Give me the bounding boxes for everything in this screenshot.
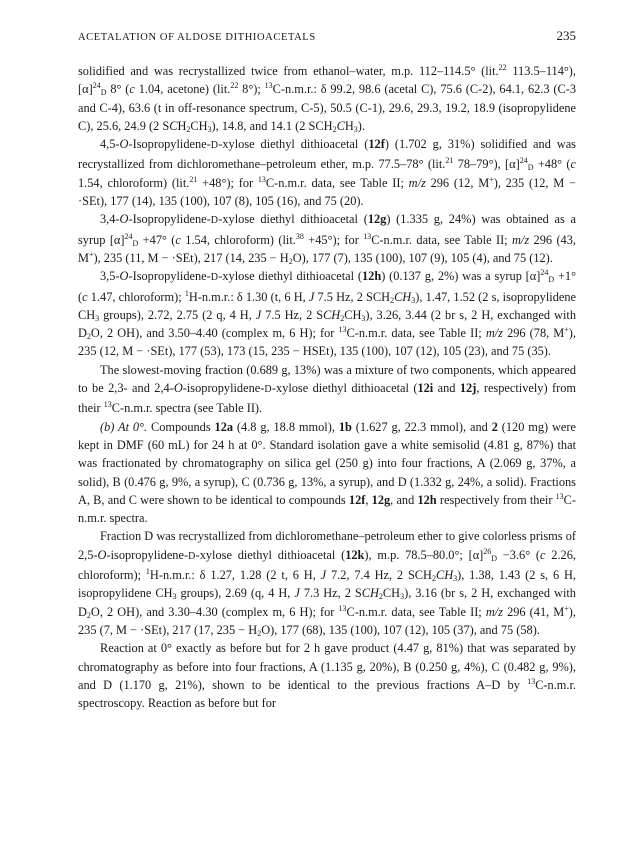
running-head: ACETALATION OF ALDOSE DITHIOACETALS xyxy=(78,32,316,43)
paragraph: Reaction at 0° exactly as before but for 2 h gave product (4.47 g, 81%) that was separated by chromatography as before into four fractions, A (1.135 g, 20%), B (0.250 g, 4%), C (0.482 g, 9%), and D (1.170 g, 21%), shown to be identical to the previous fractions A–D by $^{13}$C-n.m.r. spectroscopy. Reaction as before but for xyxy=(78,641,576,711)
paragraph: The slowest-moving fraction (0.689 g, 13%) was a mixture of two components, which appeared to be 2,3- and 2,4-O-isopropylidene-D-xylose diethyl dithioacetal (12i and 12j, respectively) from their $^{13}$C-n.m.r. spectra (see Table II). xyxy=(78,362,576,416)
page-header xyxy=(78,28,576,48)
paragraph: 3,5-O-Isopropylidene-D-xylose diethyl dithioacetal (12h) (0.137 g, 2%) was a syrup $[\alpha]^{24}_D +1^\circ$ (c 1.47, chloroform); $^1$H-n.m.r.: δ 1.30 (t, 6 H, J 7.5 Hz, 2 $SCH_2CH_3$), 1.47, 1.52 (2 s, isopropylidene $CH_3$ groups), 2.72, 2.75 (2 q, 4 H, J 7.5 Hz, 2 $SCH_2CH_3$), 3.26, 3.44 (2 br s, 2 H, exchanged with $D_2O$, 2 OH), and 3.50–4.40 (complex m, 6 H); for $^{13}$C-n.m.r. data, see Table II; m/z 296 (78, M+), 235 (12, M − ·SEt), 177 (53), 173 (15, 235 − HSEt), 135 (100), 107 (12), 105 (23), and 75 (35). xyxy=(78,268,577,359)
paragraph: 4,5-O-Isopropylidene-D-xylose diethyl dithioacetal (12f) (1.702 g, 31%) solidified and was recrystallized from dichloromethane–petroleum ether, m.p. 77.5–78° (lit.$^{21}$ 78–79°), $[\alpha]^{24}_D +48^\circ$ (c 1.54, chloroform) (lit.$^{21}$ +48°); for $^{13}$C-n.m.r. data, see Table II; m/z 296 (12, M+), 235 (12, M − ·SEt), 177 (14), 135 (100), 107 (8), 105 (16), and 75 (20). xyxy=(78,137,577,209)
paragraph: 3,4-O-Isopropylidene-D-xylose diethyl dithioacetal (12g) (1.335 g, 24%) was obtained as a syrup $[\alpha]^{24}_D +47^\circ$ (c 1.54, chloroform) (lit.$^{38}$ +45°); for $^{13}$C-n.m.r. data, see Table II; m/z 296 (43, M+), 235 (11, M − ·SEt), 217 (14, $235 - H_2O$), 177 (7), 135 (100), 107 (9), 105 (4), and 75 (12). xyxy=(78,212,576,266)
paragraph: (b) At 0°. Compounds 12a (4.8 g, 18.8 mmol), 1b (1.627 g, 22.3 mmol), and 2 (120 mg) were kept in DMF (60 mL) for 24 h at 0°. Standard isolation gave a white semisolid (4.81 g, 87%) that was fractionated by chromatography on silica gel (250 g) into four fractions, A (2.069 g, 37%, a solid), B (0.476 g, 9%, a syrup), C (0.736 g, 13%, a syrup), and D (1.332 g, 24%, a solid). Fractions A, B, and C were shown to be identical to compounds 12f, 12g, and 12h respectively from their $^{13}$C-n.m.r. spectra. xyxy=(78,419,577,526)
paragraph: Fraction D was recrystallized from dichloromethane–petroleum ether to give colorless prisms of 2,5-O-isopropylidene-D-xylose diethyl dithioacetal (12k), m.p. 78.5–80.0°; $[\alpha]^{26}_D -3.6^\circ$ (c 2.26, chloroform); $^1$H-n.m.r.: δ 1.27, 1.28 (2 t, 6 H, J 7.2, 7.4 Hz, 2 $SCH_2CH_3$), 1.38, 1.43 (2 s, 6 H, isopropylidene $CH_3$ groups), 2.69 (q, 4 H, J 7.3 Hz, 2 $SCH_2CH_3$), 3.16 (br s, 2 H, exchanged with $D_2O$, 2 OH), and 3.30–4.30 (complex m, 6 H); for $^{13}$C-n.m.r. data, see Table II; m/z 296 (41, M+), 235 (7, M − ·SEt), 217 (17, $235 - H_2O$), 177 (68), 135 (100), 107 (12), 105 (37), and 75 (58). xyxy=(78,529,577,638)
body-text xyxy=(78,62,576,712)
paragraph: solidified and was recrystallized twice from ethanol–water, m.p. 112–114.5° (lit.$^{22}$ 113.5–114°), $[\alpha]^{24}_D$ 8° (c 1.04, acetone) (lit.$^{22}$ 8°); $^{13}$C-n.m.r.: δ 99.2, 98.6 (acetal C), 75.6 (C-2), 64.1, 62.3 (C-3 and C-4), 63.6 (t in off-resonance spectrum, C-5), 50.5 (C-1), 29.6, 29.3, 19.2, 18.9 (isopropylidene C), 25.6, 24.9 (2 $SCH_2CH_3$), 14.8, and 14.1 (2 $SCH_2CH_3$). xyxy=(78,63,577,134)
page-number: 235 xyxy=(556,28,576,43)
